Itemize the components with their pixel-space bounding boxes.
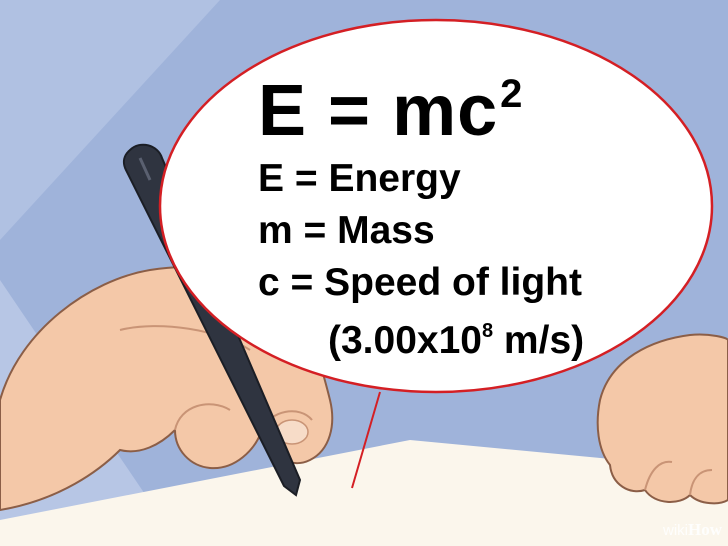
- value-exponent: 8: [481, 320, 494, 342]
- bubble-text: [258, 52, 678, 363]
- wikihow-watermark: [663, 520, 722, 540]
- value-suffix: m/s): [493, 319, 585, 362]
- equation-exponent: 2: [500, 72, 524, 116]
- definition-light: c = Speed of light: [258, 261, 582, 304]
- speed-of-light-value: [258, 309, 678, 363]
- definition-mass: m = Mass: [258, 209, 435, 252]
- equation-base: E = mc: [258, 71, 499, 151]
- watermark-how: How: [688, 520, 722, 539]
- equation: [258, 52, 678, 153]
- watermark-wiki: wiki: [663, 522, 688, 539]
- definition-energy: E = Energy: [258, 157, 461, 200]
- value-prefix: (3.00x10: [328, 319, 482, 362]
